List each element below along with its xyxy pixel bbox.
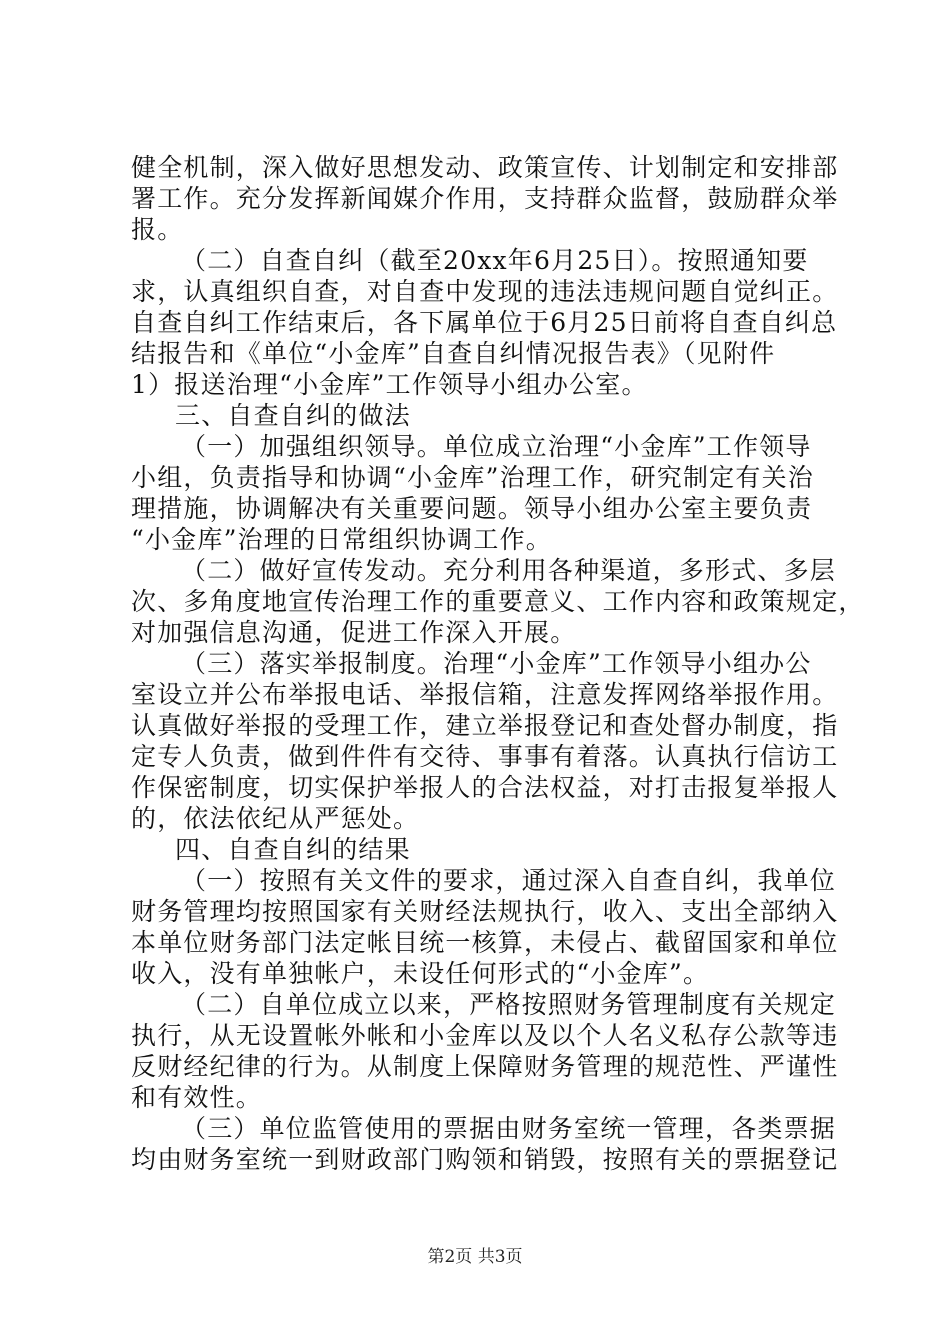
body-line: 1）报送治理“小金库”工作领导小组办公室。 — [131, 370, 648, 399]
body-line: 室设立并公布举报电话、举报信箱，注意发挥网络举报作用。 — [131, 680, 839, 709]
document-body — [131, 152, 865, 1175]
section-heading: 三、自查自纠的做法 — [175, 401, 411, 430]
body-line: 结报告和《单位“小金库”自查自纠情况报告表》（见附件 — [131, 339, 776, 368]
body-line: 健全机制，深入做好思想发动、政策宣传、计划制定和安排部 — [131, 153, 839, 182]
paragraph-start-line: （一）按照有关文件的要求，通过深入自查自纠，我单位 — [181, 866, 837, 895]
body-line: 本单位财务部门法定帐目统一核算，未侵占、截留国家和单位 — [131, 928, 839, 957]
paragraph-start-line: （二）自查自纠（截至20xx年6月25日）。按照通知要 — [181, 246, 809, 275]
body-line: 定专人负责，做到件件有交待、事事有着落。认真执行信访工 — [131, 742, 839, 771]
body-line: 执行，从无设置帐外帐和小金库以及以个人名义私存公款等违 — [131, 1021, 839, 1050]
body-line: 反财经纪律的行为。从制度上保障财务管理的规范性、严谨性 — [131, 1052, 839, 1081]
body-line: 认真做好举报的受理工作，建立举报登记和查处督办制度，指 — [131, 711, 839, 740]
body-line: 作保密制度，切实保护举报人的合法权益，对打击报复举报人 — [131, 773, 839, 802]
body-line: 理措施，协调解决有关重要问题。领导小组办公室主要负责 — [131, 494, 813, 523]
body-line: “小金库”治理的日常组织协调工作。 — [131, 525, 552, 554]
section-heading: 四、自查自纠的结果 — [175, 835, 411, 864]
body-line: 次、多角度地宣传治理工作的重要意义、工作内容和政策规定， — [131, 587, 865, 616]
body-line: 财务管理均按照国家有关财经法规执行，收入、支出全部纳入 — [131, 897, 839, 926]
body-line: 小组，负责指导和协调“小金库”治理工作，研究制定有关治 — [131, 463, 814, 492]
body-line: 收入，没有单独帐户，未设任何形式的“小金库”。 — [131, 959, 710, 988]
body-line: 署工作。充分发挥新闻媒介作用，支持群众监督，鼓励群众举 — [131, 184, 839, 213]
page-number-footer: 第2页 共3页 — [427, 1247, 523, 1267]
paragraph-start-line: （三）落实举报制度。治理“小金库”工作领导小组办公 — [181, 649, 812, 678]
body-line: 报。 — [131, 215, 184, 244]
paragraph-start-line: （一）加强组织领导。单位成立治理“小金库”工作领导 — [181, 432, 812, 461]
body-line: 均由财务室统一到财政部门购领和销毁，按照有关的票据登记 — [131, 1145, 839, 1174]
body-line: 求，认真组织自查，对自查中发现的违法违规问题自觉纠正。 — [131, 277, 839, 306]
body-line: 的，依法依纪从严惩处。 — [131, 804, 420, 833]
paragraph-start-line: （二）做好宣传发动。充分利用各种渠道，多形式、多层 — [181, 556, 837, 585]
body-line: 和有效性。 — [131, 1083, 263, 1112]
paragraph-start-line: （三）单位监管使用的票据由财务室统一管理，各类票据 — [181, 1114, 837, 1143]
body-line: 自查自纠工作结束后，各下属单位于6月25日前将自查自纠总 — [131, 308, 838, 337]
body-line: 对加强信息沟通，促进工作深入开展。 — [131, 618, 577, 647]
paragraph-start-line: （二）自单位成立以来，严格按照财务管理制度有关规定 — [181, 990, 837, 1019]
